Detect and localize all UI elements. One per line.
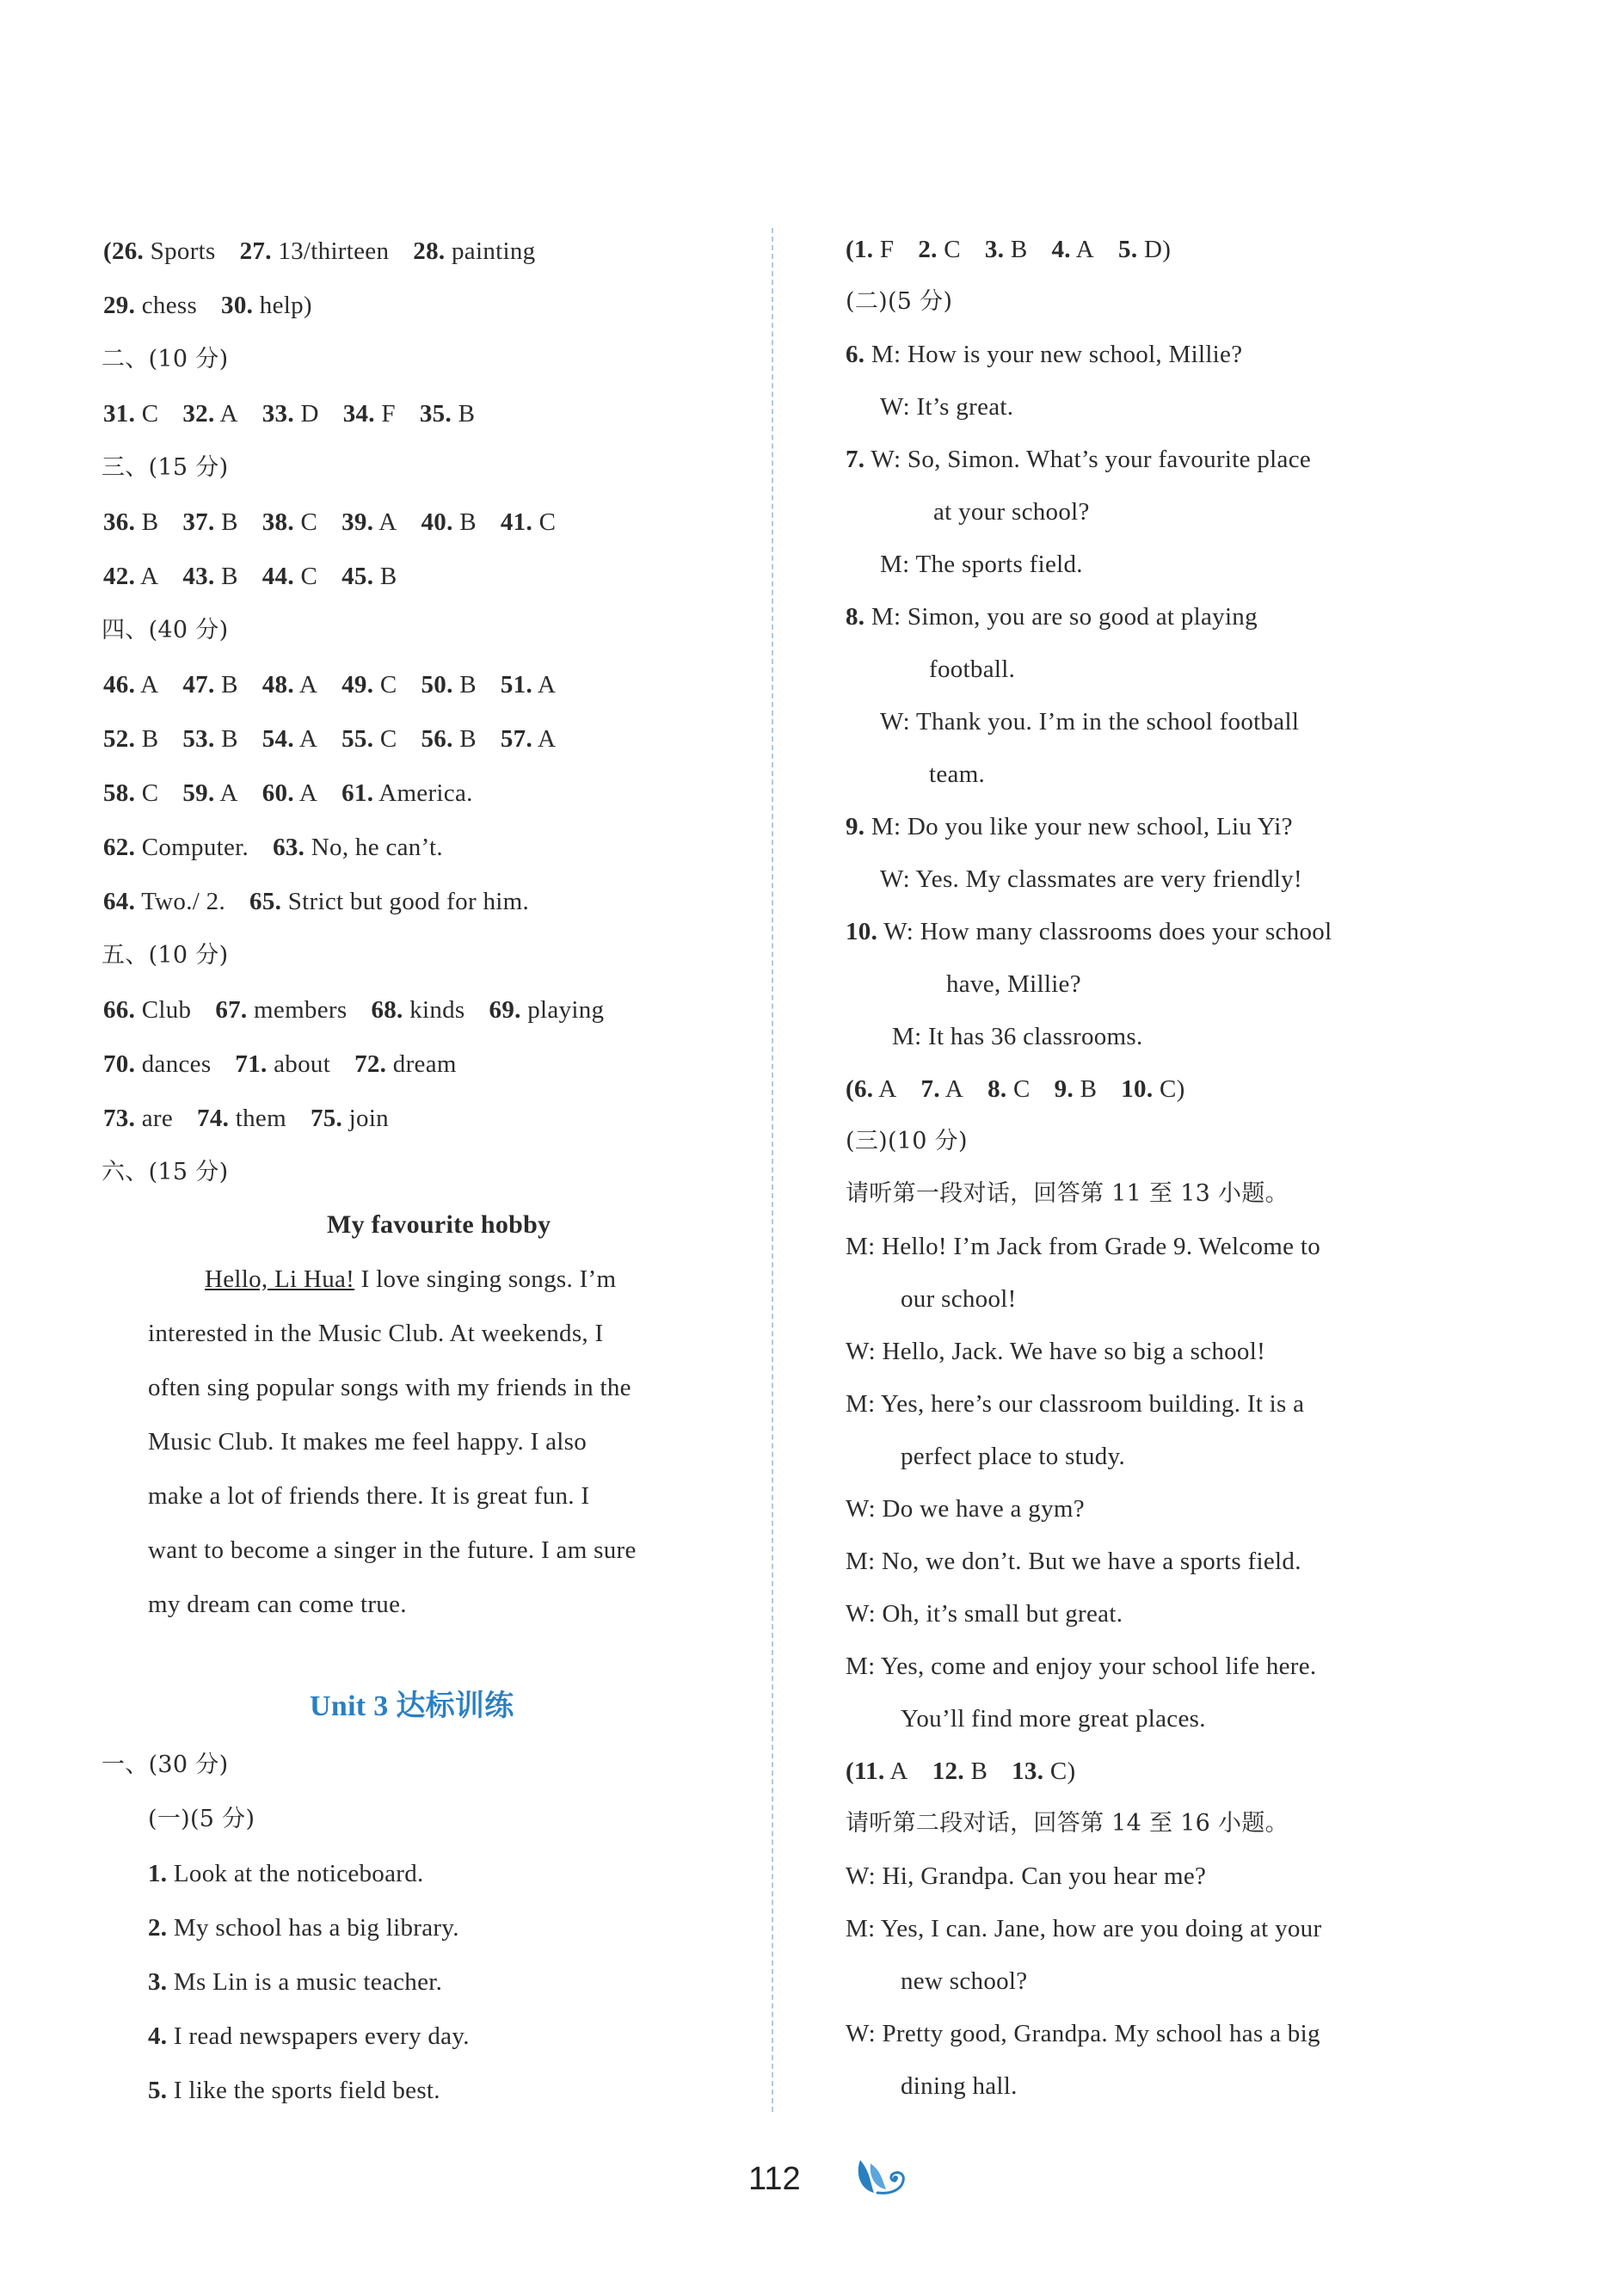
section-heading: 二、(10 分) — [102, 346, 229, 372]
answer-line: 66. Club 67. members 68. kinds 69. playing — [103, 996, 605, 1024]
instruction: 请听第一段对话，回答第 11 至 13 小题。 — [846, 1180, 1289, 1207]
essay-line: Hello, Li Hua! I love singing songs. I’m — [205, 1265, 617, 1293]
conversation-line: You’ll find more great places. — [901, 1705, 1206, 1733]
answer-line: 70. dances 71. about 72. dream — [103, 1050, 457, 1078]
subsection-heading: (二)(5 分) — [846, 288, 953, 315]
subsection-heading: (一)(5 分) — [148, 1806, 255, 1832]
subsection-heading: (三)(10 分) — [846, 1128, 968, 1154]
listening-item: 2. My school has a big library. — [148, 1914, 459, 1942]
conversation-line: M: Yes, come and enjoy your school life here. — [846, 1653, 1317, 1680]
dialogue-line: W: Yes. My classmates are very friendly! — [880, 865, 1302, 893]
section-heading: 五、(10 分) — [102, 942, 229, 969]
conversation-line: M: No, we don’t. But we have a sports field. — [846, 1548, 1301, 1575]
unit-title: Unit 3 达标训练 — [310, 1690, 514, 1722]
answer-line: 36. B 37. B 38. C 39. A 40. B 41. C — [103, 508, 557, 536]
dialogue-line: 7. W: So, Simon. What’s your favourite place — [846, 446, 1312, 473]
dialogue-line: W: It’s great. — [880, 393, 1014, 421]
answer-line: 29. chess 30. help) — [103, 292, 312, 319]
dialogue-line: have, Millie? — [946, 970, 1081, 998]
essay-line: want to become a singer in the future. I am sure — [148, 1536, 637, 1564]
essay-line: Music Club. It makes me feel happy. I also — [148, 1428, 588, 1456]
dialogue-line: 10. W: How many classrooms does your school — [846, 918, 1332, 945]
conversation-line: our school! — [901, 1285, 1017, 1313]
conversation-line: W: Hello, Jack. We have so big a school! — [846, 1338, 1266, 1365]
answer-line: 42. A 43. B 44. C 45. B — [103, 563, 397, 590]
conversation-line: new school? — [901, 1967, 1028, 1995]
essay-line: often sing popular songs with my friends in the — [148, 1374, 631, 1401]
essay-title: My favourite hobby — [327, 1210, 551, 1239]
dialogue-line: at your school? — [933, 498, 1090, 526]
dialogue-line: M: The sports field. — [880, 551, 1083, 578]
dialogue-line: W: Thank you. I’m in the school football — [880, 708, 1300, 736]
dialogue-line: team. — [929, 760, 986, 788]
answer-line: 62. Computer. 63. No, he can’t. — [103, 834, 443, 861]
section-heading: 一、(30 分) — [102, 1751, 229, 1778]
dialogue-line: 6. M: How is your new school, Millie? — [846, 341, 1243, 368]
conversation-line: W: Do we have a gym? — [846, 1495, 1085, 1523]
essay-line: interested in the Music Club. At weekends, I — [148, 1320, 604, 1347]
conversation-line: W: Oh, it’s small but great. — [846, 1600, 1123, 1628]
essay-line: make a lot of friends there. It is great fun. I — [148, 1482, 590, 1510]
section-heading: 四、(40 分) — [102, 617, 229, 643]
conversation-line: M: Yes, I can. Jane, how are you doing at your — [846, 1915, 1322, 1942]
answer-line: (1. F 2. C 3. B 4. A 5. D) — [846, 236, 1172, 263]
listening-item: 3. Ms Lin is a music teacher. — [148, 1968, 443, 1996]
swirl-leaf-icon — [852, 2155, 929, 2198]
page-number: 112 — [748, 2161, 801, 2197]
section-heading: 三、(15 分) — [102, 454, 229, 481]
dialogue-line: 9. M: Do you like your new school, Liu Yi? — [846, 813, 1293, 840]
conversation-line: W: Pretty good, Grandpa. My school has a big — [846, 2020, 1320, 2047]
listening-item: 4. I read newspapers every day. — [148, 2022, 470, 2050]
answer-line: 58. C 59. A 60. A 61. America. — [103, 779, 473, 807]
conversation-line: M: Hello! I’m Jack from Grade 9. Welcome to — [846, 1233, 1321, 1260]
section-heading: 六、(15 分) — [102, 1159, 229, 1185]
answer-line: 73. are 74. them 75. join — [103, 1105, 389, 1132]
answer-line: (6. A 7. A 8. C 9. B 10. C) — [846, 1075, 1185, 1103]
column-divider — [772, 228, 773, 2112]
answer-line: 46. A 47. B 48. A 49. C 50. B 51. A — [103, 671, 557, 699]
answer-line: 31. C 32. A 33. D 34. F 35. B — [103, 400, 476, 428]
conversation-line: perfect place to study. — [901, 1443, 1126, 1470]
answer-line: 64. Two./ 2. 65. Strict but good for him. — [103, 888, 530, 915]
dialogue-line: 8. M: Simon, you are so good at playing — [846, 603, 1258, 631]
conversation-line: W: Hi, Grandpa. Can you hear me? — [846, 1862, 1207, 1890]
instruction: 请听第二段对话，回答第 14 至 16 小题。 — [846, 1810, 1289, 1837]
essay-line: my dream can come true. — [148, 1591, 407, 1618]
listening-item: 5. I like the sports field best. — [148, 2077, 440, 2104]
answer-line: 52. B 53. B 54. A 55. C 56. B 57. A — [103, 725, 557, 753]
dialogue-line: football. — [929, 656, 1016, 683]
dialogue-line: M: It has 36 classrooms. — [892, 1023, 1143, 1050]
answer-line: (11. A 12. B 13. C) — [846, 1757, 1076, 1785]
conversation-line: M: Yes, here’s our classroom building. It is a — [846, 1390, 1305, 1418]
listening-item: 1. Look at the noticeboard. — [148, 1860, 424, 1887]
conversation-line: dining hall. — [901, 2072, 1018, 2100]
answer-line: (26. Sports 27. 13/thirteen 28. painting — [103, 237, 536, 265]
